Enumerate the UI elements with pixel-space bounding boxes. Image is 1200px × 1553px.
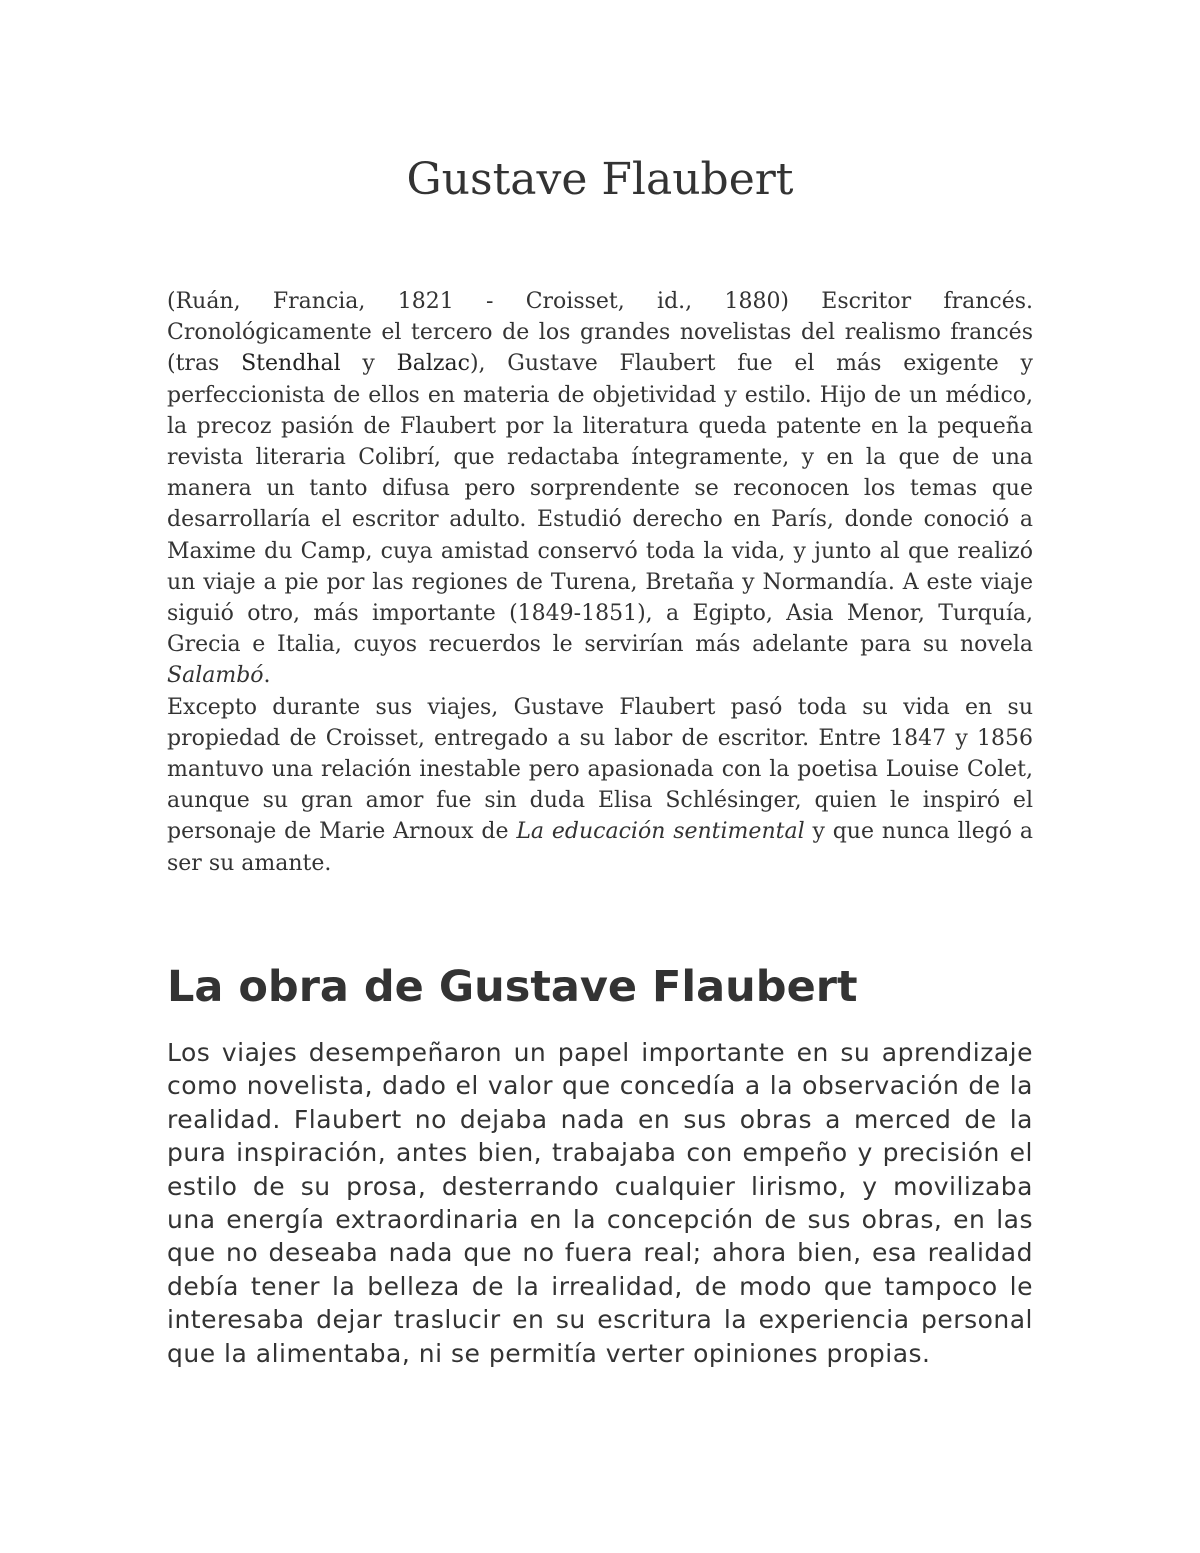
biography-text-segment: y	[340, 351, 397, 377]
biography-text-segment: (Ruán, Francia, 1821 - Croisset, id., 1880) Escritor francés. Cronológicamente el tercero de los grandes novelistas del realismo francés (tras	[167, 289, 1033, 377]
work-title-educacion-sentimental: La educación sentimental	[516, 819, 805, 845]
biography-text-segment: Excepto durante sus viajes, Gustave Flaubert pasó toda su vida en su propiedad de Croisset, entregado a su labor de escritor. Entre 1847 y 1856 mantuvo una relación inestable pero apasionada con la poetisa Louise Colet, aunque su gran amor fue sin duda Elisa Schlésinger, quien le inspiró el personaje de Marie Arnoux de	[167, 694, 1033, 845]
biography-text-segment: ), Gustave Flaubert fue el más exigente y perfeccionista de ellos en materia de objetividad y estilo. Hijo de un médico, la precoz pasión de Flaubert por la literatura queda patente en la pequeña revista literaria Colibrí, que redactaba íntegramente, y en la que de una manera un tanto difusa pero sorprendente se reconocen los temas que desarrollaría el escritor adulto. Estudió derecho en París, donde conoció a Maxime du Camp, cuya amistad conservó toda la vida, y junto al que realizó un viaje a pie por las regiones de Turena, Bretaña y Normandía. A este viaje siguió otro, más importante (1849-1851), a Egipto, Asia Menor, Turquía, Grecia e Italia, cuyos recuerdos le servirían más adelante para su novela	[167, 351, 1033, 658]
link-balzac[interactable]: Balzac	[396, 351, 470, 377]
biography-paragraph-2	[167, 692, 1033, 879]
biography-text-segment: y que nunca llegó a ser su amante.	[167, 819, 1034, 876]
work-title-salambo: Salambó	[167, 663, 264, 689]
section-paragraph: Los viajes desempeñaron un papel importante en su aprendizaje como novelista, dado el valor que concedía a la observación de la realidad. Flaubert no dejaba nada en sus obras a merced de la pura inspiración, antes bien, trabajaba con empeño y precisión el estilo de su prosa, desterrando cualquier lirismo, y movilizaba una energía extraordinaria en la concepción de sus obras, en las que no deseaba nada que no fuera real; ahora bien, esa realidad debía tener la belleza de la irrealidad, de modo que tampoco le interesaba dejar traslucir en su escritura la experiencia personal que la alimentaba, ni se permitía verter opiniones propias.	[167, 1038, 1033, 1368]
section-heading: La obra de Gustave Flaubert	[167, 962, 858, 1012]
link-stendhal[interactable]: Stendhal	[241, 351, 341, 377]
page-title: Gustave Flaubert	[406, 154, 794, 205]
biography-paragraph-1	[167, 286, 1033, 692]
biography-text-segment: .	[263, 663, 271, 689]
biography-text	[167, 286, 1033, 879]
